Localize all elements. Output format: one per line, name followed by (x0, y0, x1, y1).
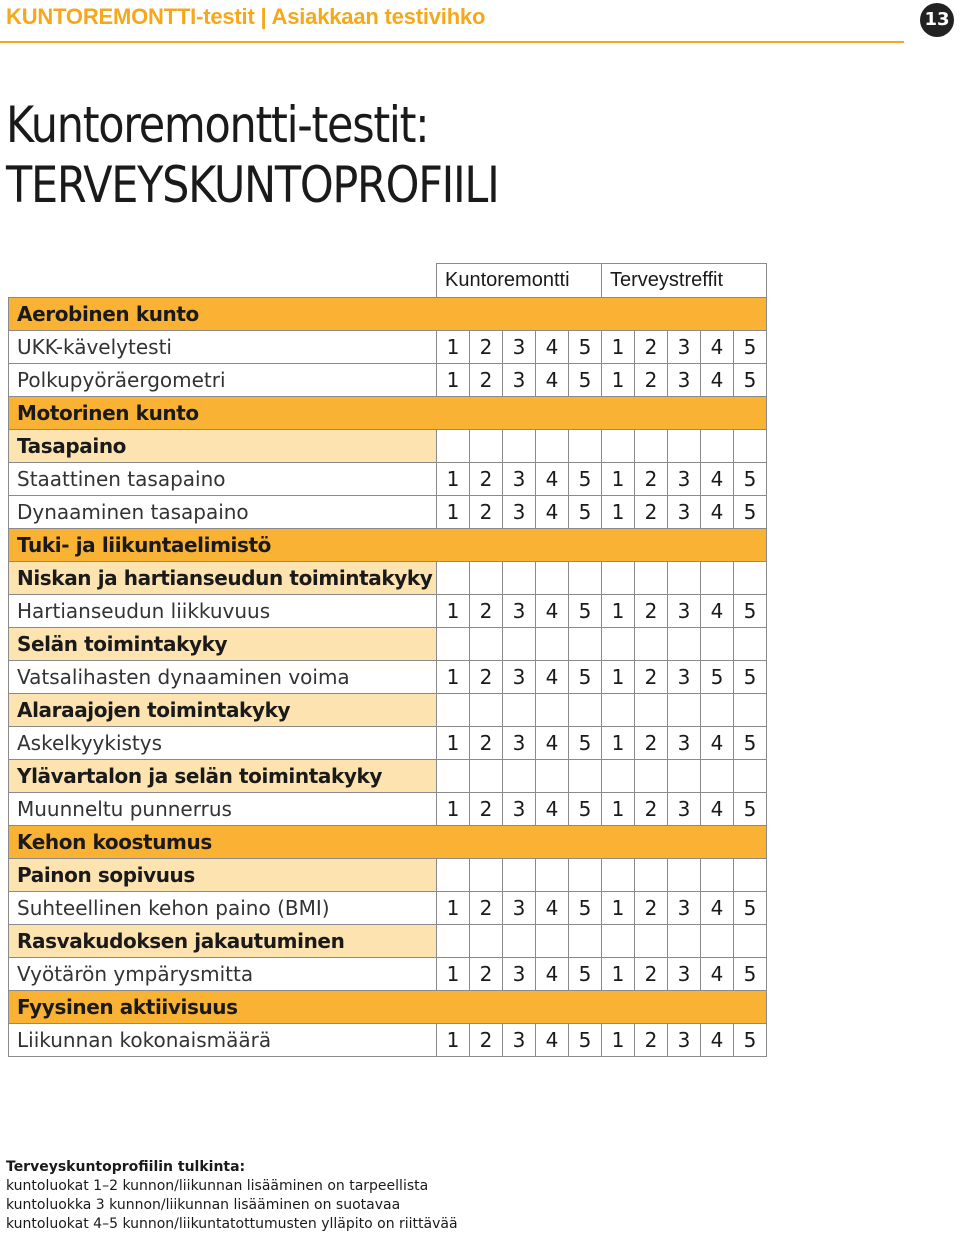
empty-cell (701, 925, 734, 958)
kuntoremontti-score-option[interactable]: 4 (536, 496, 569, 529)
terveystreffit-score-option[interactable]: 3 (668, 958, 701, 991)
terveystreffit-score-option[interactable]: 5 (734, 463, 767, 496)
terveystreffit-score-option[interactable]: 3 (668, 595, 701, 628)
kuntoremontti-score-option[interactable]: 5 (569, 364, 602, 397)
terveystreffit-score-option[interactable]: 4 (701, 496, 734, 529)
table-row (9, 331, 767, 364)
empty-cell (536, 628, 569, 661)
kuntoremontti-score-option[interactable]: 5 (569, 463, 602, 496)
kuntoremontti-score-option[interactable]: 4 (536, 463, 569, 496)
terveystreffit-score-option[interactable]: 4 (701, 727, 734, 760)
kuntoremontti-score-option[interactable]: 1 (437, 892, 470, 925)
terveystreffit-score-option[interactable]: 3 (668, 892, 701, 925)
table-row (9, 892, 767, 925)
terveystreffit-score-option[interactable]: 3 (668, 1024, 701, 1057)
item-label: Hartianseudun liikkuvuus (9, 595, 437, 628)
empty-cell (635, 760, 668, 793)
kuntoremontti-score-option[interactable]: 2 (470, 727, 503, 760)
kuntoremontti-score-option[interactable]: 3 (503, 331, 536, 364)
terveystreffit-score-option[interactable]: 4 (701, 595, 734, 628)
kuntoremontti-score-option[interactable]: 4 (536, 892, 569, 925)
terveystreffit-score-option[interactable]: 2 (635, 727, 668, 760)
kuntoremontti-score-option[interactable]: 1 (437, 1024, 470, 1057)
kuntoremontti-score-option[interactable]: 3 (503, 958, 536, 991)
kuntoremontti-score-option[interactable]: 3 (503, 1024, 536, 1057)
empty-cell (668, 859, 701, 892)
legend-line: kuntoluokat 4–5 kunnon/liikuntatottumusten ylläpito on riittävää (6, 1216, 458, 1232)
terveystreffit-score-option[interactable]: 5 (734, 892, 767, 925)
subsection-label: Alaraajojen toimintakyky (9, 694, 437, 727)
kuntoremontti-score-option[interactable]: 2 (470, 793, 503, 826)
empty-cell (701, 628, 734, 661)
empty-cell (734, 628, 767, 661)
item-label: Askelkyykistys (9, 727, 437, 760)
terveystreffit-score-option[interactable]: 3 (668, 364, 701, 397)
empty-cell (470, 628, 503, 661)
terveystreffit-score-option[interactable]: 2 (635, 331, 668, 364)
terveystreffit-score-option[interactable]: 2 (635, 661, 668, 694)
kuntoremontti-score-option[interactable]: 2 (470, 661, 503, 694)
kuntoremontti-score-option[interactable]: 2 (470, 496, 503, 529)
kuntoremontti-score-option[interactable]: 3 (503, 727, 536, 760)
empty-cell (503, 694, 536, 727)
terveystreffit-score-option[interactable]: 5 (734, 958, 767, 991)
terveystreffit-score-option[interactable]: 2 (635, 496, 668, 529)
empty-cell (569, 760, 602, 793)
item-label: Muunneltu punnerrus (9, 793, 437, 826)
page-header (0, 0, 960, 46)
empty-cell (668, 925, 701, 958)
subsection-row (9, 694, 767, 727)
table-row (9, 496, 767, 529)
terveystreffit-score-option[interactable]: 2 (635, 793, 668, 826)
empty-cell (635, 694, 668, 727)
kuntoremontti-score-option[interactable]: 5 (569, 958, 602, 991)
kuntoremontti-score-option[interactable]: 2 (470, 595, 503, 628)
kuntoremontti-score-option[interactable]: 3 (503, 496, 536, 529)
subsection-label: Niskan ja hartianseudun toimintakyky (9, 562, 437, 595)
terveystreffit-score-option[interactable]: 3 (668, 331, 701, 364)
terveystreffit-score-option[interactable]: 5 (734, 595, 767, 628)
kuntoremontti-score-option[interactable]: 5 (569, 595, 602, 628)
kuntoremontti-score-option[interactable]: 5 (569, 1024, 602, 1057)
empty-cell (437, 925, 470, 958)
terveystreffit-score-option[interactable]: 1 (602, 364, 635, 397)
empty-cell (668, 628, 701, 661)
kuntoremontti-score-option[interactable]: 4 (536, 364, 569, 397)
terveystreffit-score-option[interactable]: 3 (668, 496, 701, 529)
kuntoremontti-score-option[interactable]: 3 (503, 892, 536, 925)
empty-cell (437, 760, 470, 793)
empty-cell (437, 562, 470, 595)
empty-cell (635, 925, 668, 958)
terveystreffit-score-option[interactable]: 5 (734, 661, 767, 694)
kuntoremontti-score-option[interactable]: 1 (437, 463, 470, 496)
empty-cell (602, 760, 635, 793)
subsection-label: Ylävartalon ja selän toimintakyky (9, 760, 437, 793)
kuntoremontti-score-option[interactable]: 5 (569, 892, 602, 925)
kuntoremontti-score-option[interactable]: 5 (569, 727, 602, 760)
table-row (9, 364, 767, 397)
kuntoremontti-score-option[interactable]: 2 (470, 463, 503, 496)
empty-cell (602, 562, 635, 595)
terveystreffit-score-option[interactable]: 1 (602, 463, 635, 496)
section-label: Tuki- ja liikuntaelimistö (9, 529, 767, 562)
terveystreffit-score-option[interactable]: 5 (734, 364, 767, 397)
empty-cell (470, 694, 503, 727)
item-label: UKK-kävelytesti (9, 331, 437, 364)
interpretation-legend (6, 1158, 458, 1234)
kuntoremontti-score-option[interactable]: 2 (470, 958, 503, 991)
legend-line: kuntoluokat 1–2 kunnon/liikunnan lisääminen on tarpeellista (6, 1178, 429, 1194)
header-rule (0, 41, 904, 43)
section-label: Motorinen kunto (9, 397, 767, 430)
item-label: Dynaaminen tasapaino (9, 496, 437, 529)
empty-cell (569, 430, 602, 463)
empty-cell (503, 430, 536, 463)
kuntoremontti-score-option[interactable]: 3 (503, 463, 536, 496)
empty-cell (536, 859, 569, 892)
header-title: KUNTOREMONTTI-testit | Asiakkaan testivihko (6, 4, 486, 29)
empty-cell (602, 859, 635, 892)
empty-cell (437, 430, 470, 463)
terveystreffit-score-option[interactable]: 2 (635, 958, 668, 991)
item-label: Suhteellinen kehon paino (BMI) (9, 892, 437, 925)
subsection-label: Selän toimintakyky (9, 628, 437, 661)
empty-cell (470, 859, 503, 892)
empty-cell (635, 628, 668, 661)
kuntoremontti-score-option[interactable]: 3 (503, 364, 536, 397)
terveystreffit-score-option[interactable]: 4 (701, 793, 734, 826)
empty-cell (437, 859, 470, 892)
terveystreffit-score-option[interactable]: 1 (602, 331, 635, 364)
empty-cell (470, 760, 503, 793)
empty-cell (569, 859, 602, 892)
empty-cell (503, 925, 536, 958)
terveystreffit-score-option[interactable]: 5 (734, 793, 767, 826)
kuntoremontti-score-option[interactable]: 3 (503, 661, 536, 694)
terveystreffit-score-option[interactable]: 5 (701, 661, 734, 694)
kuntoremontti-score-option[interactable]: 3 (503, 595, 536, 628)
empty-cell (701, 760, 734, 793)
empty-cell (701, 694, 734, 727)
empty-cell (536, 430, 569, 463)
column-header-terveystreffit: Terveystreffit (602, 264, 767, 298)
empty-cell (668, 694, 701, 727)
empty-cell (734, 430, 767, 463)
kuntoremontti-score-option[interactable]: 2 (470, 892, 503, 925)
item-label: Polkupyöräergometri (9, 364, 437, 397)
empty-cell (569, 562, 602, 595)
empty-cell (569, 628, 602, 661)
kuntoremontti-score-option[interactable]: 5 (569, 661, 602, 694)
kuntoremontti-score-option[interactable]: 5 (569, 793, 602, 826)
section-row (9, 397, 767, 430)
section-label: Fyysinen aktiivisuus (9, 991, 767, 1024)
empty-cell (602, 694, 635, 727)
section-row (9, 991, 767, 1024)
empty-cell (734, 562, 767, 595)
terveystreffit-score-option[interactable]: 3 (668, 463, 701, 496)
subsection-row (9, 430, 767, 463)
kuntoremontti-score-option[interactable]: 2 (470, 364, 503, 397)
empty-cell (635, 859, 668, 892)
empty-cell (536, 562, 569, 595)
table-row (9, 595, 767, 628)
kuntoremontti-score-option[interactable]: 3 (503, 793, 536, 826)
kuntoremontti-score-option[interactable]: 2 (470, 331, 503, 364)
terveystreffit-score-option[interactable]: 1 (602, 727, 635, 760)
kuntoremontti-score-option[interactable]: 1 (437, 661, 470, 694)
kuntoremontti-score-option[interactable]: 4 (536, 727, 569, 760)
empty-cell (734, 760, 767, 793)
empty-cell (734, 859, 767, 892)
subsection-label: Painon sopivuus (9, 859, 437, 892)
empty-cell (437, 694, 470, 727)
empty-cell (437, 628, 470, 661)
item-label: Vyötärön ympärysmitta (9, 958, 437, 991)
terveystreffit-score-option[interactable]: 2 (635, 595, 668, 628)
terveystreffit-score-option[interactable]: 3 (668, 793, 701, 826)
terveystreffit-score-option[interactable]: 2 (635, 892, 668, 925)
empty-cell (536, 760, 569, 793)
kuntoremontti-score-option[interactable]: 4 (536, 661, 569, 694)
empty-cell (602, 628, 635, 661)
subsection-row (9, 562, 767, 595)
kuntoremontti-score-option[interactable]: 1 (437, 331, 470, 364)
empty-cell (701, 859, 734, 892)
table-row (9, 727, 767, 760)
section-row (9, 298, 767, 331)
page-title-line1: Kuntoremontti-testit: (6, 96, 429, 154)
empty-cell (635, 430, 668, 463)
kuntoremontti-score-option[interactable]: 4 (536, 1024, 569, 1057)
page-number: 13 (920, 3, 954, 37)
section-label: Kehon koostumus (9, 826, 767, 859)
header-blank (9, 264, 437, 298)
empty-cell (536, 925, 569, 958)
terveystreffit-score-option[interactable]: 1 (602, 793, 635, 826)
empty-cell (470, 562, 503, 595)
legend-title: Terveyskuntoprofiilin tulkinta: (6, 1159, 246, 1175)
empty-cell (503, 628, 536, 661)
subsection-row (9, 628, 767, 661)
section-label: Aerobinen kunto (9, 298, 767, 331)
empty-cell (602, 925, 635, 958)
terveystreffit-score-option[interactable]: 1 (602, 892, 635, 925)
terveystreffit-score-option[interactable]: 4 (701, 463, 734, 496)
empty-cell (734, 925, 767, 958)
column-header-kuntoremontti: Kuntoremontti (437, 264, 602, 298)
kuntoremontti-score-option[interactable]: 4 (536, 958, 569, 991)
kuntoremontti-score-option[interactable]: 1 (437, 595, 470, 628)
terveystreffit-score-option[interactable]: 4 (701, 364, 734, 397)
table-row (9, 463, 767, 496)
empty-cell (470, 430, 503, 463)
empty-cell (503, 760, 536, 793)
terveystreffit-score-option[interactable]: 1 (602, 1024, 635, 1057)
section-row (9, 826, 767, 859)
item-label: Liikunnan kokonaismäärä (9, 1024, 437, 1057)
terveystreffit-score-option[interactable]: 5 (734, 1024, 767, 1057)
kuntoremontti-score-option[interactable]: 1 (437, 727, 470, 760)
subsection-row (9, 760, 767, 793)
legend-line: kuntoluokka 3 kunnon/liikunnan lisääminen on suotavaa (6, 1197, 401, 1213)
kuntoremontti-score-option[interactable]: 4 (536, 595, 569, 628)
section-row (9, 529, 767, 562)
subsection-label: Tasapaino (9, 430, 437, 463)
empty-cell (668, 562, 701, 595)
kuntoremontti-score-option[interactable]: 1 (437, 958, 470, 991)
subsection-row (9, 925, 767, 958)
terveystreffit-score-option[interactable]: 1 (602, 496, 635, 529)
terveystreffit-score-option[interactable]: 3 (668, 727, 701, 760)
empty-cell (668, 430, 701, 463)
empty-cell (470, 925, 503, 958)
table-row (9, 958, 767, 991)
kuntoremontti-score-option[interactable]: 2 (470, 1024, 503, 1057)
empty-cell (503, 562, 536, 595)
terveystreffit-score-option[interactable]: 1 (602, 661, 635, 694)
empty-cell (503, 859, 536, 892)
kuntoremontti-score-option[interactable]: 5 (569, 496, 602, 529)
column-header-row (9, 264, 767, 298)
empty-cell (701, 430, 734, 463)
kuntoremontti-score-option[interactable]: 1 (437, 364, 470, 397)
table-row (9, 661, 767, 694)
kuntoremontti-score-option[interactable]: 1 (437, 793, 470, 826)
terveystreffit-score-option[interactable]: 5 (734, 496, 767, 529)
terveystreffit-score-option[interactable]: 4 (701, 1024, 734, 1057)
terveystreffit-score-option[interactable]: 5 (734, 727, 767, 760)
empty-cell (668, 760, 701, 793)
subsection-label: Rasvakudoksen jakautuminen (9, 925, 437, 958)
empty-cell (701, 562, 734, 595)
terveystreffit-score-option[interactable]: 1 (602, 595, 635, 628)
item-label: Staattinen tasapaino (9, 463, 437, 496)
subsection-row (9, 859, 767, 892)
kuntoremontti-score-option[interactable]: 4 (536, 331, 569, 364)
table-row (9, 1024, 767, 1057)
empty-cell (602, 430, 635, 463)
empty-cell (569, 925, 602, 958)
empty-cell (635, 562, 668, 595)
terveystreffit-score-option[interactable]: 4 (701, 331, 734, 364)
kuntoremontti-score-option[interactable]: 5 (569, 331, 602, 364)
terveystreffit-score-option[interactable]: 3 (668, 661, 701, 694)
empty-cell (536, 694, 569, 727)
terveystreffit-score-option[interactable]: 4 (701, 892, 734, 925)
terveystreffit-score-option[interactable]: 4 (701, 958, 734, 991)
terveystreffit-score-option[interactable]: 1 (602, 958, 635, 991)
terveystreffit-score-option[interactable]: 5 (734, 331, 767, 364)
terveystreffit-score-option[interactable]: 2 (635, 463, 668, 496)
item-label: Vatsalihasten dynaaminen voima (9, 661, 437, 694)
table-row (9, 793, 767, 826)
kuntoremontti-score-option[interactable]: 1 (437, 496, 470, 529)
page-title-line2: TERVEYSKUNTOPROFIILI (6, 156, 499, 214)
empty-cell (569, 694, 602, 727)
terveystreffit-score-option[interactable]: 2 (635, 364, 668, 397)
empty-cell (734, 694, 767, 727)
kuntoremontti-score-option[interactable]: 4 (536, 793, 569, 826)
profile-table (8, 263, 767, 1057)
terveystreffit-score-option[interactable]: 2 (635, 1024, 668, 1057)
